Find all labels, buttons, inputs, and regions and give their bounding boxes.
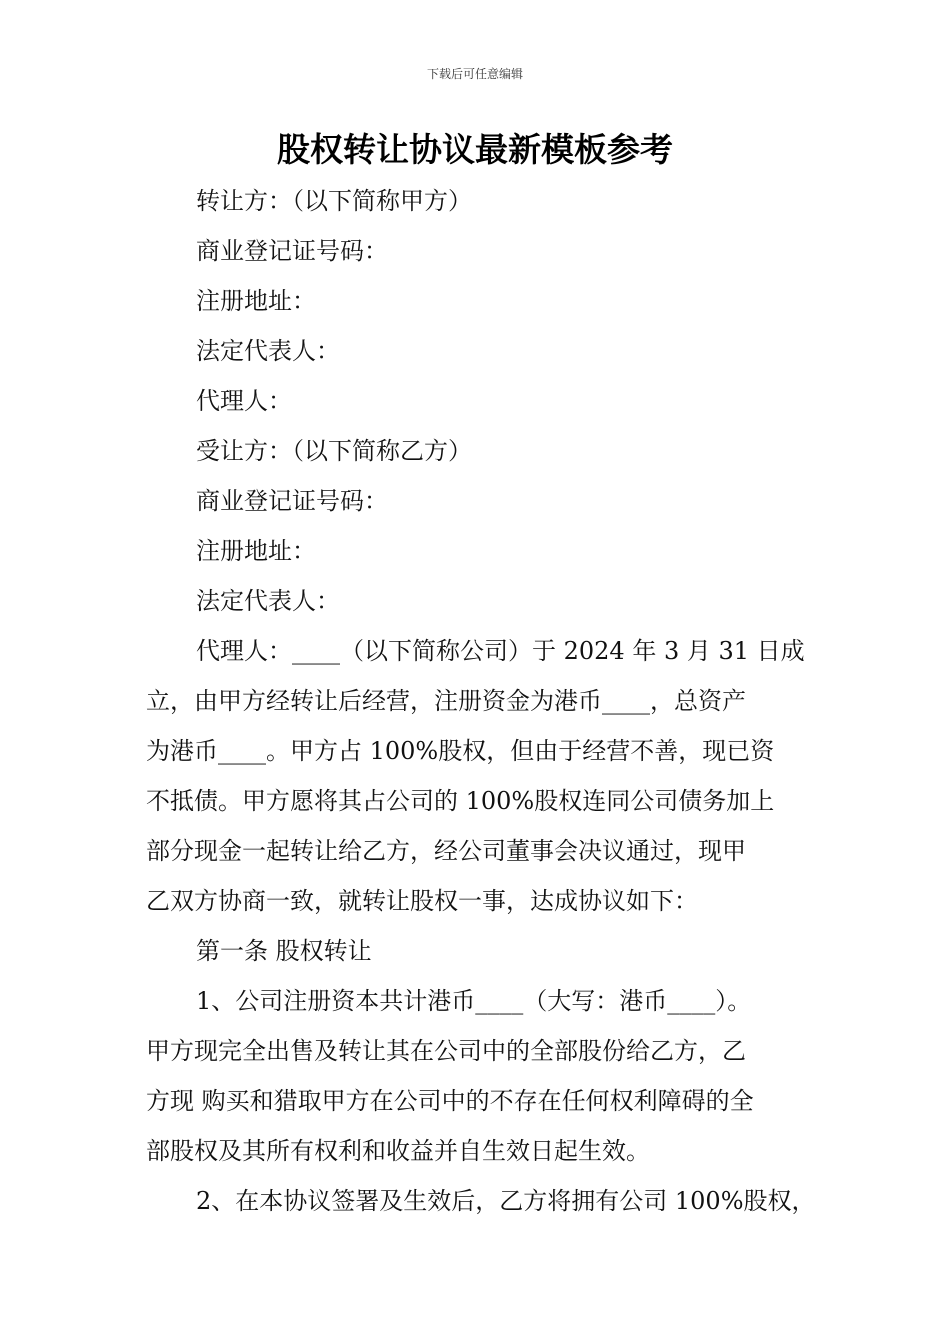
- transferee-registration-line: 商业登记证号码：: [196, 487, 388, 515]
- document-title: 股权转让协议最新模板参考: [277, 130, 673, 169]
- article-heading: 第一条 股权转让: [196, 937, 372, 965]
- body-paragraph-line: 立，由甲方经转让后经营，注册资金为港币____，总资产: [146, 687, 746, 715]
- clause-line: 部股权及其所有权利和收益并自生效日起生效。: [146, 1137, 650, 1165]
- transferor-address-line: 注册地址：: [196, 287, 316, 315]
- page-header-note: 下载后可任意编辑: [426, 67, 523, 81]
- transferor-legal-rep-line: 法定代表人：: [196, 337, 340, 365]
- document-body: [146, 176, 816, 1226]
- transferee-legal-rep-line: 法定代表人：: [196, 587, 340, 615]
- body-paragraph-line: 为港币____。甲方占 100%股权，但由于经营不善，现已资: [146, 737, 775, 765]
- clause-line: 1、公司注册资本共计港币____（大写：港币____）。: [196, 987, 752, 1015]
- body-paragraph-line: 部分现金一起转让给乙方，经公司董事会决议通过，现甲: [146, 837, 746, 865]
- body-paragraph-line: 乙双方协商一致，就转让股权一事，达成协议如下：: [146, 887, 698, 915]
- body-paragraph-line: 不抵债。甲方愿将其占公司的 100%股权连同公司债务加上: [146, 787, 775, 815]
- transferee-line: 受让方：（以下简称乙方）: [196, 437, 472, 465]
- transferor-agent-line: 代理人：: [196, 387, 292, 415]
- body-paragraph-line: 代理人：____（以下简称公司）于 2024 年 3 月 31 日成: [196, 637, 805, 665]
- transferor-line: 转让方：（以下简称甲方）: [196, 187, 472, 215]
- clause-line: 甲方现完全出售及转让其在公司中的全部股份给乙方，乙: [146, 1037, 746, 1065]
- clause-line: 方现 购买和猎取甲方在公司中的不存在任何权利障碍的全: [146, 1087, 754, 1115]
- transferor-registration-line: 商业登记证号码：: [196, 237, 388, 265]
- transferee-address-line: 注册地址：: [196, 537, 316, 565]
- clause-line: 2、在本协议签署及生效后，乙方将拥有公司 100%股权，: [196, 1187, 816, 1215]
